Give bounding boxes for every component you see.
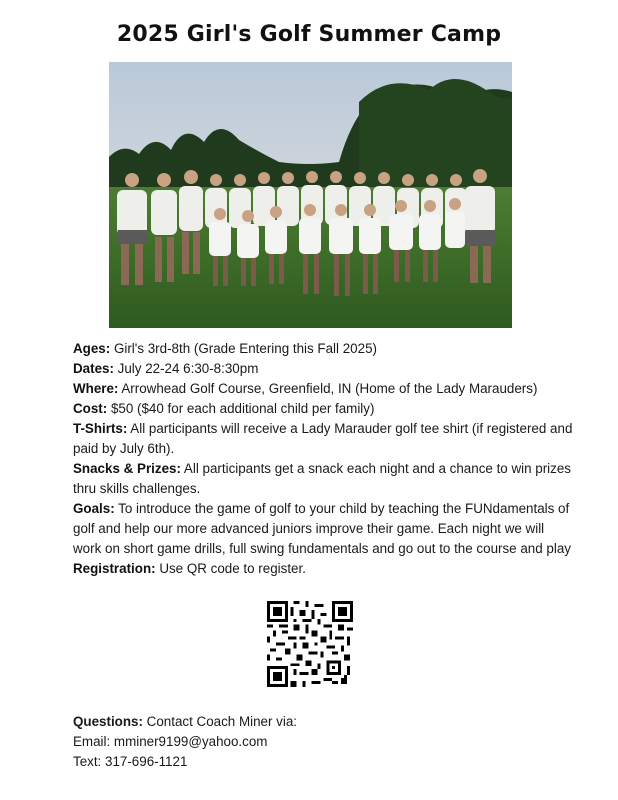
ages-line <box>73 339 573 359</box>
dates-line <box>73 359 573 379</box>
tshirts-label: T-Shirts: <box>73 421 128 436</box>
snacks-value: All participants get a snack each night and a chance to win prizes thru skills challenges. <box>73 461 571 496</box>
email-line[interactable]: Email: mminer9199@yahoo.com <box>73 734 268 749</box>
snacks-line <box>73 459 573 499</box>
flyer-title: 2025 Girl's Golf Summer Camp <box>116 22 502 47</box>
dates-value: July 22-24 6:30-8:30pm <box>113 361 259 376</box>
registration-qr-code[interactable] <box>267 601 353 687</box>
phone-line[interactable]: Text: 317-696-1121 <box>73 754 188 769</box>
registration-line <box>73 559 573 579</box>
goals-value: To introduce the game of golf to your child by teaching the FUNdamentals of golf and help our more advanced juniors improve their game. Each night we will work on short game drills, full swing fundamentals and go out to the course and play <box>73 501 571 556</box>
questions-label: Questions: <box>73 714 143 729</box>
where-line <box>73 379 573 399</box>
goals-line <box>73 499 573 559</box>
cost-label: Cost: <box>73 401 108 416</box>
cost-value: $50 ($40 for each additional child per family) <box>107 401 375 416</box>
ages-value: Girl's 3rd-8th (Grade Entering this Fall 2025) <box>110 341 377 356</box>
where-label: Where: <box>73 381 119 396</box>
camp-details <box>73 339 573 579</box>
questions-line <box>73 712 473 732</box>
ages-label: Ages: <box>73 341 111 356</box>
contact-info <box>73 712 473 772</box>
where-value: Arrowhead Golf Course, Greenfield, IN (Home of the Lady Marauders) <box>118 381 538 396</box>
registration-label: Registration: <box>73 561 156 576</box>
registration-value: Use QR code to register. <box>155 561 306 576</box>
group-photo <box>109 62 512 328</box>
questions-value: Contact Coach Miner via: <box>142 714 297 729</box>
tshirts-line <box>73 419 573 459</box>
goals-label: Goals: <box>73 501 115 516</box>
cost-line <box>73 399 573 419</box>
dates-label: Dates: <box>73 361 114 376</box>
tshirts-value: All participants will receive a Lady Marauder golf tee shirt (if registered and paid by July 6th). <box>73 421 573 456</box>
snacks-label: Snacks & Prizes: <box>73 461 181 476</box>
